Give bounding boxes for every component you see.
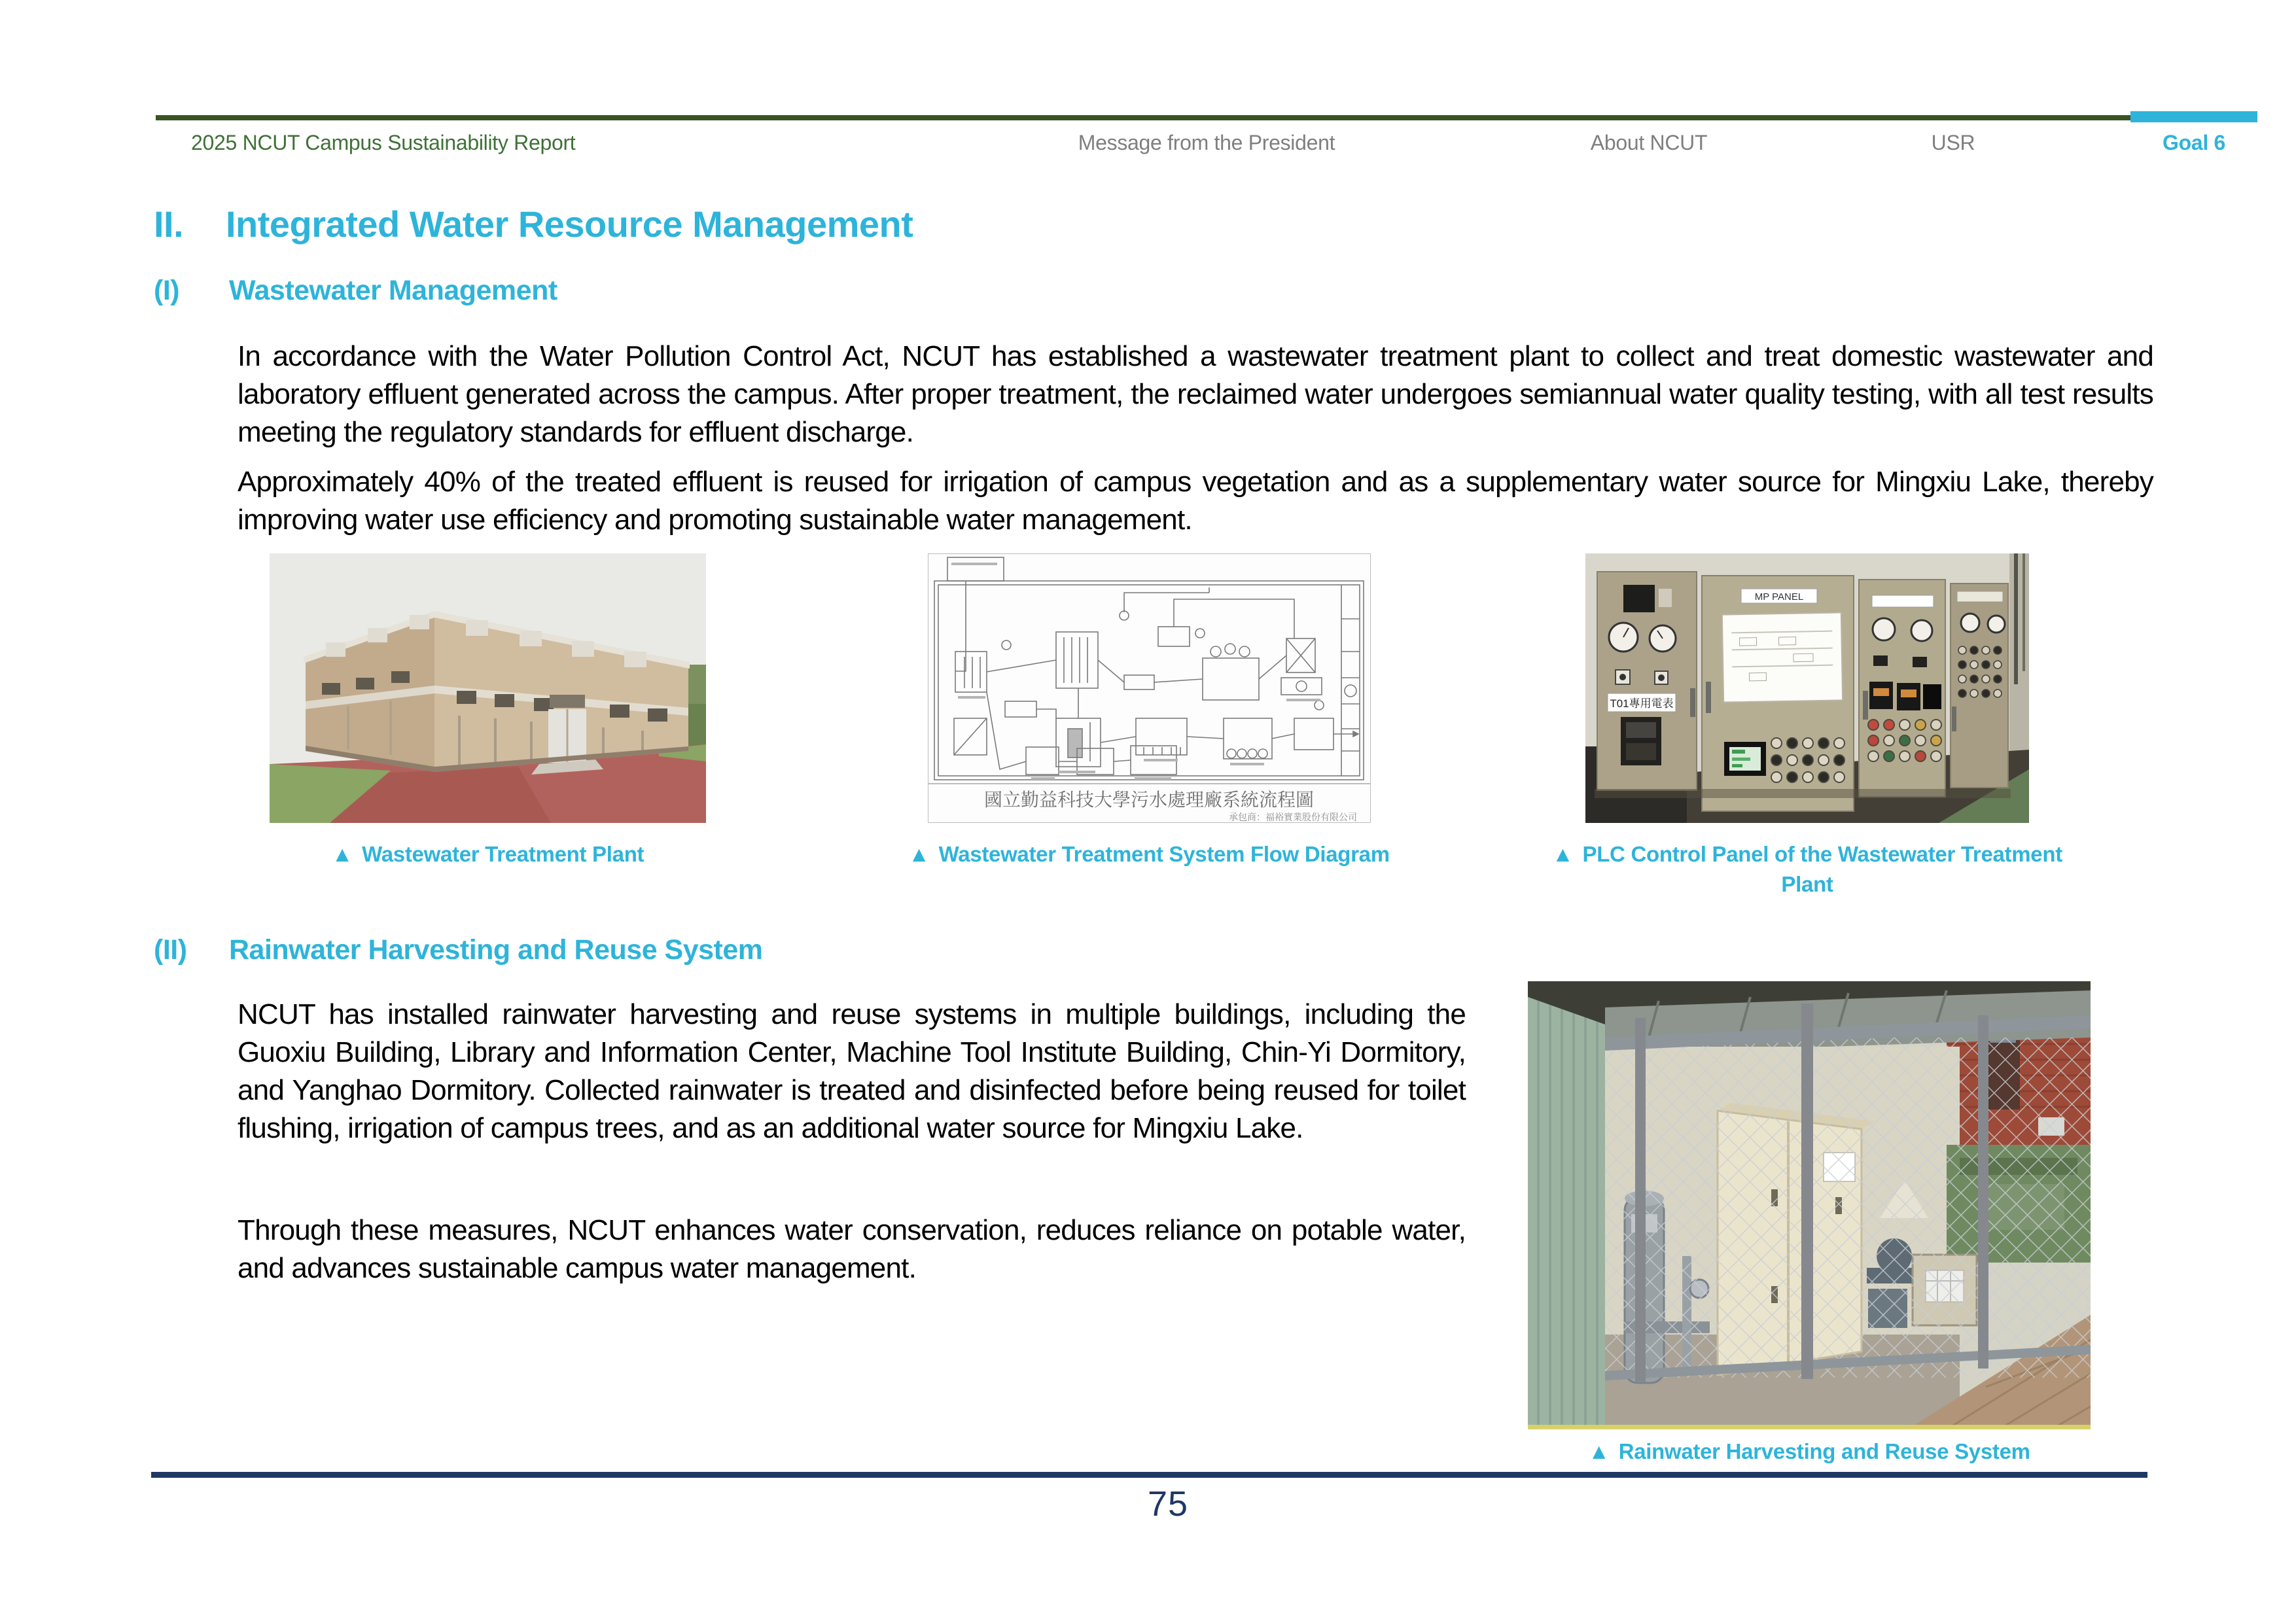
plc-control-panel-photo (1585, 553, 2029, 823)
header-rule (156, 115, 2130, 120)
nav-item-message-from-president[interactable]: Message from the President (1078, 131, 1335, 154)
nav-item-usr[interactable]: USR (1931, 131, 1975, 154)
figure-caption-flow-diagram (900, 839, 1398, 869)
panel-label-text: MP PANEL (1754, 591, 1804, 602)
paragraph-rainwater-1: NCUT has installed rainwater harvesting and reuse systems in multiple buildings, including the Guoxiu Building, Library and Information Center, Machine Tool Institute Building, Chin-Yi Dormitory, and Yanghao Dormitory. Collected rainwater is treated and disinfected before being reused for toilet flushing, irrigation of campus trees, and as an additional water source for Mingxiu Lake. (238, 998, 1466, 1144)
flow-diagram-image (928, 553, 1371, 823)
triangle-marker-icon: ▲ (331, 842, 353, 866)
header-rule-active-tab-marker (2130, 111, 2257, 122)
subsection-number: (II) (154, 934, 187, 966)
triangle-marker-icon: ▲ (1552, 842, 1574, 866)
paragraph-rainwater-2: Through these measures, NCUT enhances water conservation, reduces reliance on potable water, and advances sustainable campus water management. (238, 1214, 1466, 1284)
footer-rule (151, 1472, 2147, 1478)
nav-item-goal-6[interactable]: Goal 6 (2162, 131, 2226, 154)
wastewater-plant-photo (270, 553, 706, 823)
report-title: 2025 NCUT Campus Sustainability Report (191, 131, 576, 154)
flow-diagram-art (928, 553, 1371, 823)
figure-caption-plc-panel (1545, 839, 2069, 899)
paragraph-wastewater-1: In accordance with the Water Pollution Control Act, NCUT has established a wastewater treatment plant to collect and treat domestic wastewater and laboratory effluent generated across the campus. After proper treatment, the reclaimed water undergoes semiannual water quality testing, with all test results meeting the regulatory standards for effluent discharge. (238, 340, 2153, 448)
subsection-title: Wastewater Management (229, 275, 557, 306)
diagram-title-text: 國立勤益科技大學污水處理廠系統流程圖 (983, 790, 1315, 810)
subsection-heading-wastewater (154, 275, 557, 307)
figure-caption-wastewater-plant (270, 839, 706, 869)
figure-caption-rainwater (1505, 1437, 2113, 1467)
subsection-heading-rainwater (154, 934, 763, 966)
wastewater-plant-photo-art (270, 553, 706, 823)
triangle-marker-icon: ▲ (908, 842, 930, 866)
caption-text: Wastewater Treatment System Flow Diagram (938, 842, 1390, 866)
rainwater-system-art (1528, 981, 2091, 1429)
section-heading (154, 203, 913, 245)
caption-text: Wastewater Treatment Plant (362, 842, 645, 866)
triangle-marker-icon: ▲ (1588, 1439, 1610, 1463)
section-title: Integrated Water Resource Management (226, 203, 913, 245)
plc-control-panel-art (1585, 553, 2029, 823)
caption-text: PLC Control Panel of the Wastewater Treatment Plant (1582, 842, 2062, 896)
meter-label-text: T01專用電表 (1610, 697, 1674, 710)
rainwater-system-photo (1528, 981, 2091, 1429)
diagram-contractor-text: 承包商：福裕實業股份有限公司 (1229, 812, 1357, 822)
subsection-number: (I) (154, 275, 180, 306)
caption-text: Rainwater Harvesting and Reuse System (1618, 1439, 2030, 1463)
nav-item-about-ncut[interactable]: About NCUT (1590, 131, 1708, 154)
section-number: II. (154, 203, 184, 245)
subsection-title: Rainwater Harvesting and Reuse System (229, 934, 763, 966)
paragraph-wastewater-2: Approximately 40% of the treated effluent is reused for irrigation of campus vegetation and as a supplementary water source for Mingxiu Lake, thereby improving water use efficiency and promoting sustainable water management. (238, 466, 2153, 536)
page-number: 75 (1147, 1484, 1189, 1524)
